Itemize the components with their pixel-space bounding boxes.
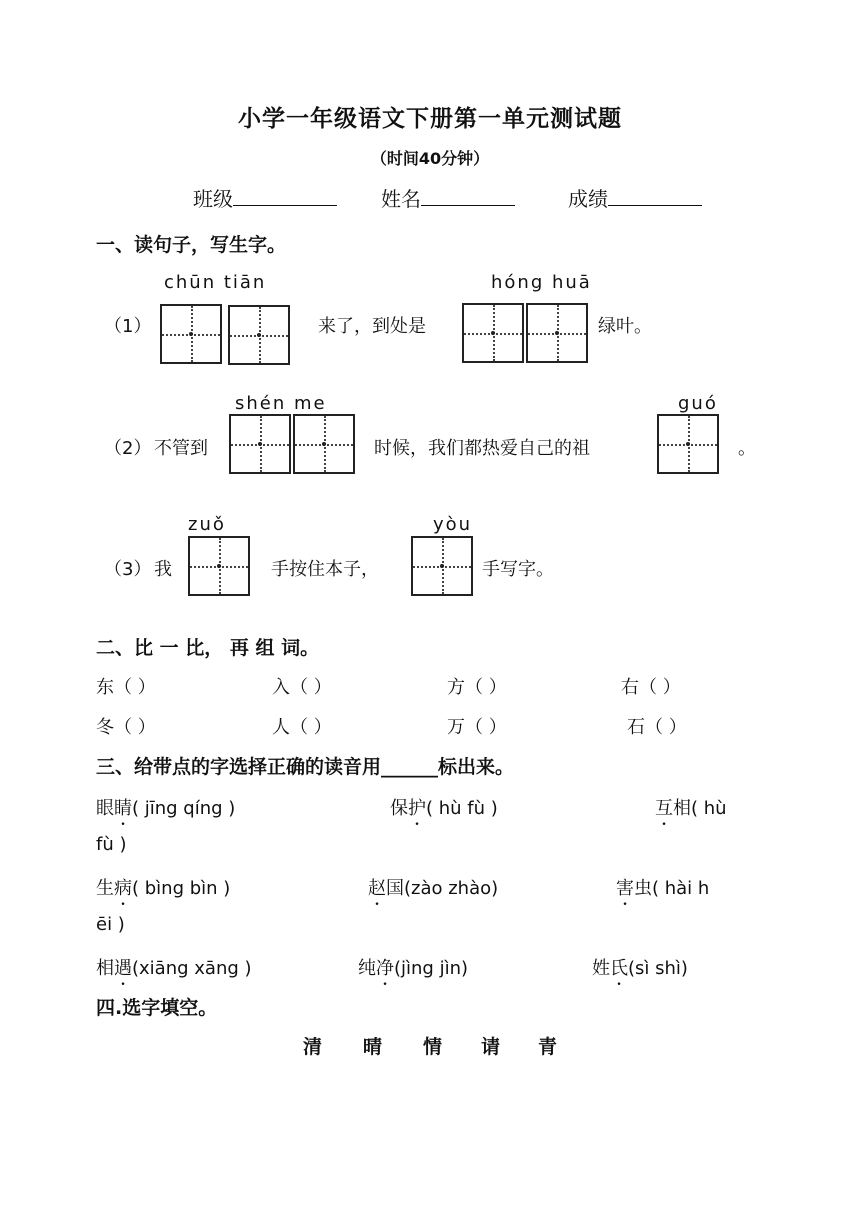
- class-blank[interactable]: [233, 185, 337, 206]
- section-2-heading: 二、比 一 比， 再 组 词。: [96, 637, 320, 659]
- score-field[interactable]: [568, 183, 702, 212]
- write-box[interactable]: [293, 414, 355, 474]
- reading-item-baohu[interactable]: 保护( hù fù ): [390, 794, 498, 820]
- choice-char: 清: [303, 1036, 323, 1058]
- reading-item-huxiang[interactable]: 互相( hù: [655, 794, 727, 820]
- reading-item-shengbing[interactable]: 生病( bìng bìn ): [96, 874, 230, 900]
- reading-item-xingshi[interactable]: 姓氏(sì shì): [592, 954, 688, 980]
- compare-item[interactable]: 人（ ）: [272, 717, 332, 738]
- name-label: 姓名: [381, 187, 421, 211]
- write-box[interactable]: [188, 536, 250, 596]
- compare-item[interactable]: 石（ ）: [627, 717, 687, 738]
- dotted-char: 睛: [114, 798, 132, 819]
- reading-item-haichong-cont: ēi ): [96, 914, 125, 935]
- reading-item-zhaoguo[interactable]: 赵国(zào zhào): [368, 874, 498, 900]
- dotted-char: 净: [376, 958, 394, 979]
- class-label: 班级: [193, 187, 233, 211]
- choice-char: 青: [538, 1036, 558, 1058]
- dotted-char: 赵: [368, 878, 386, 899]
- section-3-heading: 三、给带点的字选择正确的读音用______标出来。: [96, 756, 515, 778]
- write-box[interactable]: [229, 414, 291, 474]
- score-blank[interactable]: [608, 185, 702, 206]
- write-box[interactable]: [462, 303, 524, 363]
- name-blank[interactable]: [421, 185, 515, 206]
- reading-item-chunjing[interactable]: 纯净(jìng jìn): [358, 954, 468, 980]
- reading-item-haichong[interactable]: 害虫( hài h: [616, 874, 709, 900]
- compare-item[interactable]: 万（ ）: [447, 717, 507, 738]
- q2-number: （2）: [104, 438, 152, 459]
- q2-text-pre: 不管到: [154, 438, 208, 459]
- class-field[interactable]: [193, 183, 337, 212]
- score-label: 成绩: [568, 187, 608, 211]
- compare-item[interactable]: 方（ ）: [447, 677, 507, 698]
- dotted-char: 遇: [114, 958, 132, 979]
- write-box[interactable]: [228, 305, 290, 365]
- write-box[interactable]: [657, 414, 719, 474]
- time-limit: （时间40分钟）: [370, 149, 490, 168]
- dotted-char: 互: [655, 798, 673, 819]
- pinyin-shenme: shén me: [235, 393, 327, 414]
- write-box[interactable]: [411, 536, 473, 596]
- reading-item-xiangyu[interactable]: 相遇(xiāng xāng ): [96, 954, 252, 980]
- dotted-char: 病: [114, 878, 132, 899]
- q3-text-pre: 我: [154, 559, 172, 580]
- compare-item[interactable]: 冬（ ）: [96, 717, 156, 738]
- pinyin-chuntian: chūn tiān: [164, 272, 267, 293]
- pinyin-zuo: zuǒ: [188, 514, 226, 535]
- compare-item[interactable]: 右（ ）: [621, 677, 681, 698]
- dotted-char: 氏: [610, 958, 628, 979]
- choice-char: 情: [423, 1036, 443, 1058]
- q1-text-end: 绿叶。: [598, 316, 652, 337]
- section-4-heading: 四.选字填空。: [96, 997, 218, 1019]
- q2-text-end: 。: [738, 438, 756, 459]
- pinyin-you: yòu: [433, 514, 473, 535]
- dotted-char: 护: [408, 798, 426, 819]
- section-1-heading: 一、读句子，写生字。: [96, 234, 287, 256]
- q1-text-mid: 来了，到处是: [318, 316, 426, 337]
- choice-char: 晴: [363, 1036, 383, 1058]
- compare-item[interactable]: 东（ ）: [96, 677, 156, 698]
- reading-item-yanjing[interactable]: 眼睛( jīng qíng ): [96, 794, 235, 820]
- write-box[interactable]: [160, 304, 222, 364]
- q3-text-mid: 手按住本子，: [271, 559, 379, 580]
- name-field[interactable]: [381, 183, 515, 212]
- dotted-char: 害: [616, 878, 634, 899]
- q3-number: （3）: [104, 559, 152, 580]
- choice-char: 请: [481, 1036, 501, 1058]
- reading-item-huxiang-cont: fù ): [96, 834, 127, 855]
- pinyin-guo: guó: [678, 393, 718, 414]
- q2-text-mid: 时候，我们都热爱自己的祖: [374, 438, 590, 459]
- page-title: 小学一年级语文下册第一单元测试题: [238, 106, 622, 132]
- compare-item[interactable]: 入（ ）: [272, 677, 332, 698]
- q3-text-end: 手写字。: [482, 559, 554, 580]
- write-box[interactable]: [526, 303, 588, 363]
- q1-number: （1）: [104, 316, 152, 337]
- pinyin-honghua: hóng huā: [491, 272, 592, 293]
